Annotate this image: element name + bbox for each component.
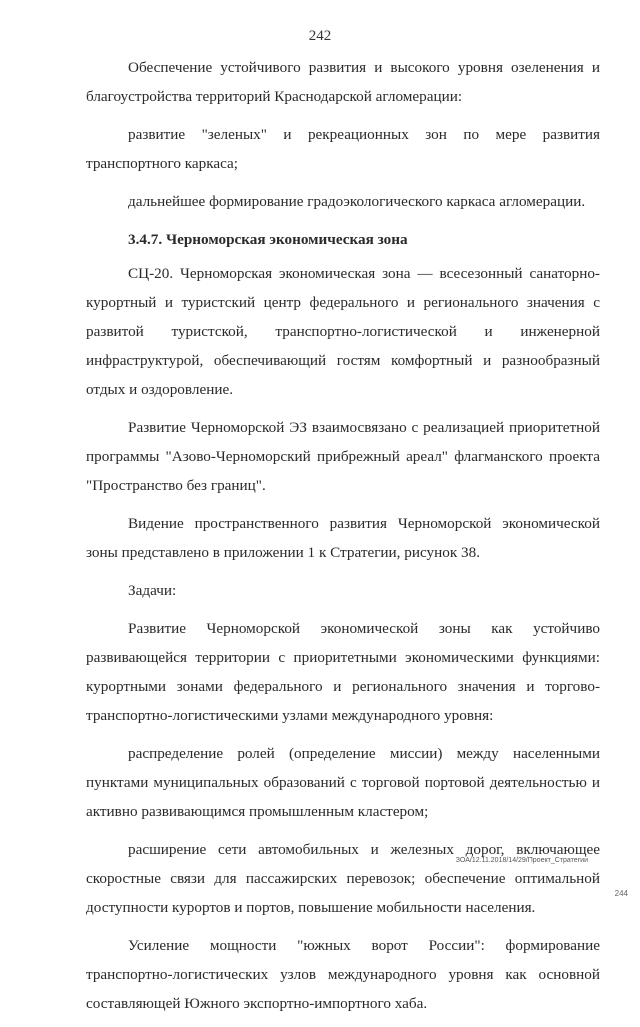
section-paragraph-5: Развитие Черноморской экономической зоны как устойчиво развивающейся территории с приоритетными экономическими функциями: курортными зонами федерального и регионального значения и торгово-транспортно-логистическими узлами международного уровня: <box>86 620 600 724</box>
section-paragraph-6: распределение ролей (определение миссии) между населенными пунктами муниципальных образований с торговой портовой деятельностью и активно развивающимся промышленным кластером; <box>86 745 600 820</box>
document-body <box>86 53 600 1027</box>
section-paragraph-tasks: Задачи: <box>128 582 177 599</box>
section-paragraph-2: Развитие Черноморской ЭЗ взаимосвязано с реализацией приоритетной программы "Азово-Черноморский прибрежный ареал" флагманского проекта "Пространство без границ". <box>86 419 600 494</box>
section-paragraph-8: Усиление мощности "южных ворот России": формирование транспортно-логистических узлов международного уровня как основной составляющей Южного экспортно-импортного хаба. <box>86 937 600 1012</box>
section-heading: 3.4.7. Черноморская экономическая зона <box>128 231 408 248</box>
section-paragraph-7: расширение сети автомобильных и железных дорог, включающее скоростные связи для пассажирских перевозок; обеспечение оптимальной доступности курортов и портов, повышение мобильности населения. <box>86 841 600 916</box>
footer-document-code: ЗОА/12.11.2018/14/29/Проект_Стратегии <box>455 857 588 864</box>
paragraph-1: Обеспечение устойчивого развития и высокого уровня озеленения и благоустройства территорий Краснодарской агломерации: <box>86 59 600 105</box>
page-number: 242 <box>308 28 332 44</box>
section-paragraph-1: СЦ-20. Черноморская экономическая зона — всесезонный санаторно-курортный и туристский центр федерального и регионального значения с развитой туристской, транспортно-логистической и инженерной инфраструктурой, обеспечивающий гостям комфортный и разнообразный отдых и оздоровление. <box>86 265 600 398</box>
footer-page-number: 244 <box>614 889 628 898</box>
paragraph-3: дальнейшее формирование градоэкологического каркаса агломерации. <box>128 193 586 210</box>
section-paragraph-3: Видение пространственного развития Черноморской экономической зоны представлено в приложении 1 к Стратегии, рисунок 38. <box>86 515 600 561</box>
paragraph-2: развитие "зеленых" и рекреационных зон по мере развития транспортного каркаса; <box>86 126 600 172</box>
